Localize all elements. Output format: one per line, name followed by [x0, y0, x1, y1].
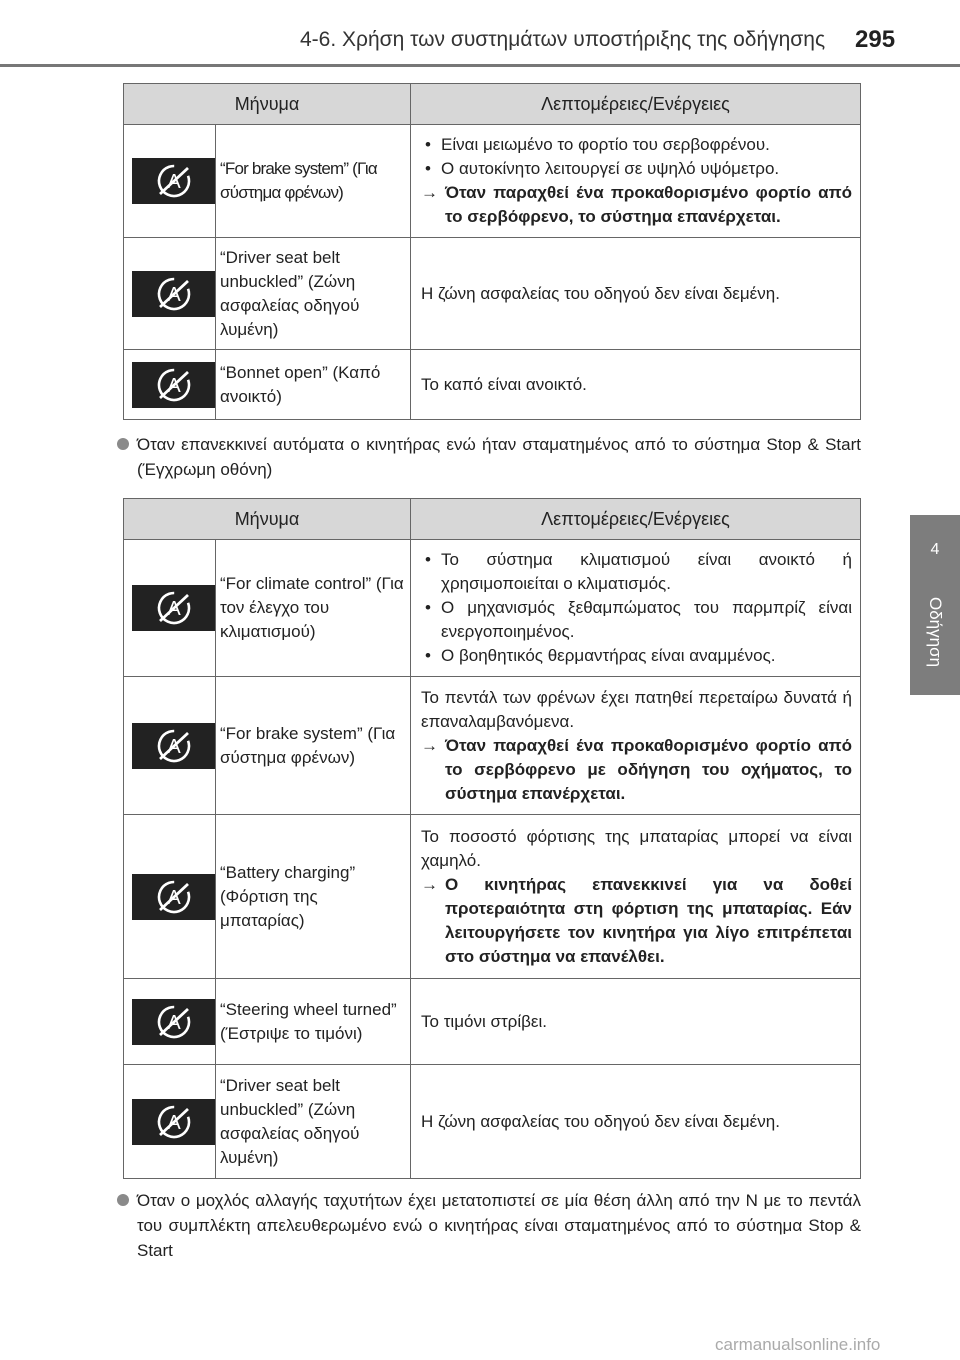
icon-letter: A — [167, 735, 181, 758]
col-details: Λεπτομέρειες/Ενέργειες — [411, 499, 861, 540]
detail-text: Το ποσοστό φόρτισης της μπαταρίας μπορεί να είναι χαμηλό. — [421, 826, 852, 870]
icon-letter: A — [167, 374, 181, 397]
stop-start-icon — [132, 362, 216, 408]
message-label: “Driver seat belt unbuckled” (Ζώνη ασφαλείας οδηγού λυμένη) — [216, 238, 411, 350]
detail-bullet: • Είναι μειωμένο το φορτίο του σερβοφρένου. — [421, 133, 852, 157]
icon-cell — [124, 238, 216, 350]
detail-text: Το πεντάλ των φρένων έχει πατηθεί περεταίρω δυνατά ή επαναλαμβανόμενα. — [421, 687, 852, 731]
message-label: “Driver seat belt unbuckled” (Ζώνη ασφαλείας οδηγού λυμένη) — [216, 1065, 411, 1179]
stop-start-icon — [132, 723, 216, 769]
message-details: Η ζώνη ασφαλείας του οδηγού δεν είναι δεμένη. — [411, 1065, 861, 1179]
table-row — [124, 979, 861, 1065]
message-details — [411, 125, 861, 238]
message-label: “Bonnet open” (Καπό ανοικτό) — [216, 350, 411, 420]
table-row — [124, 238, 861, 350]
icon-cell — [124, 815, 216, 979]
stop-start-icon — [132, 874, 216, 920]
icon-letter: A — [167, 1111, 181, 1134]
icon-cell — [124, 540, 216, 677]
action-label: Ο κινητήρας επανεκκινεί για να δοθεί προτεραιότητα στη φόρτιση της μπαταρίας. Εάν λειτουργήσετε τον κινητήρα για λίγο επιτρέπεται στο σύστημα να επανέλθει. — [445, 874, 852, 966]
bullet-dot — [117, 1194, 129, 1206]
col-message: Μήνυμα — [124, 84, 411, 125]
detail-bullet: • Ο βοηθητικός θερμαντήρας είναι αναμμένος. — [421, 644, 852, 668]
icon-cell — [124, 979, 216, 1065]
stop-start-icon — [132, 271, 216, 317]
running-header: 4-6. Χρήση των συστημάτων υποστήριξης της οδήγησης — [300, 28, 826, 51]
table-row — [124, 125, 861, 238]
bullet-paragraph — [123, 1188, 861, 1263]
icon-letter: A — [167, 171, 181, 193]
arrow-icon: → — [421, 735, 439, 755]
bullet-paragraph — [123, 432, 861, 482]
message-label: “Battery charging” (Φόρτιση της μπαταρίας) — [216, 815, 411, 979]
message-details — [411, 815, 861, 979]
icon-cell — [124, 350, 216, 420]
detail-bullet: • Ο μηχανισμός ξεθαμπώματος του παρμπρίζ είναι ενεργοποιημένος. — [421, 596, 852, 644]
col-message: Μήνυμα — [124, 499, 411, 540]
arrow-icon: → — [421, 874, 439, 894]
col-details: Λεπτομέρειες/Ενέργειες — [411, 84, 861, 125]
message-label: “Steering wheel turned” (Έστριψε το τιμόνι) — [216, 979, 411, 1065]
detail-bullet: • Ο αυτοκίνητο λειτουργεί σε υψηλό υψόμετρο. — [421, 157, 852, 181]
chapter-tab — [910, 515, 960, 695]
action-text — [421, 181, 852, 229]
icon-letter: A — [167, 598, 181, 620]
message-details: Η ζώνη ασφαλείας του οδηγού δεν είναι δεμένη. — [411, 238, 861, 350]
icon-letter: A — [167, 886, 181, 909]
detail-bullet: • Το σύστημα κλιματισμού είναι ανοικτό ή χρησιμοποιείται ο κλιματισμός. — [421, 548, 852, 596]
action-text — [421, 734, 852, 806]
paragraph-text: Όταν ο μοχλός αλλαγής ταχυτήτων έχει μετατοπιστεί σε μία θέση άλλη από την N με το πεντάλ του συμπλέκτη απελευθερωμένο ενώ ο κινητήρας είναι σταματημένος από το σύστημα Stop & Start — [137, 1191, 861, 1260]
bullet-dot — [117, 438, 129, 450]
action-label: Όταν παραχθεί ένα προκαθορισμένο φορτίο από το σερβόφρενο με οδήγηση του οχήματος, το σύστημα επανέρχεται. — [445, 735, 852, 803]
message-details — [411, 540, 861, 677]
table-row — [124, 1065, 861, 1179]
arrow-icon: → — [421, 183, 439, 202]
message-details: Το καπό είναι ανοικτό. — [411, 350, 861, 420]
icon-letter: A — [167, 1011, 181, 1034]
icon-cell — [124, 677, 216, 815]
table-header-row — [124, 499, 861, 540]
table-row — [124, 677, 861, 815]
stop-start-icon — [132, 1099, 216, 1145]
paragraph-text: Όταν επανεκκινεί αυτόματα ο κινητήρας ενώ ήταν σταματημένος από το σύστημα Stop & Start (Έγχρωμη οθόνη) — [137, 435, 861, 479]
icon-letter: A — [167, 283, 181, 306]
messages-table-1 — [123, 83, 861, 420]
icon-cell — [124, 1065, 216, 1179]
chapter-number: 4 — [930, 541, 940, 558]
table-row — [124, 350, 861, 420]
message-details — [411, 677, 861, 815]
page-number: 295 — [855, 26, 896, 53]
chapter-label: Οδήγηση — [926, 596, 945, 668]
action-text — [421, 873, 852, 969]
message-label: “For brake system” (Για σύστημα φρένων) — [216, 125, 411, 238]
table-row — [124, 540, 861, 677]
table-header-row — [124, 84, 861, 125]
messages-table-2 — [123, 498, 861, 1179]
header-rule — [0, 64, 960, 67]
action-label: Όταν παραχθεί ένα προκαθορισμένο φορτίο από το σερβόφρενο, το σύστημα επανέρχεται. — [445, 183, 852, 226]
message-label: “For brake system” (Για σύστημα φρένων) — [216, 677, 411, 815]
stop-start-icon — [132, 158, 216, 204]
table-row — [124, 815, 861, 979]
message-details: Το τιμόνι στρίβει. — [411, 979, 861, 1065]
stop-start-icon — [132, 585, 216, 631]
message-label: “For climate control” (Για τον έλεγχο του κλιματισμού) — [216, 540, 411, 677]
stop-start-icon — [132, 999, 216, 1045]
icon-cell — [124, 125, 216, 238]
watermark: carmanualsonline.info — [715, 1335, 881, 1354]
